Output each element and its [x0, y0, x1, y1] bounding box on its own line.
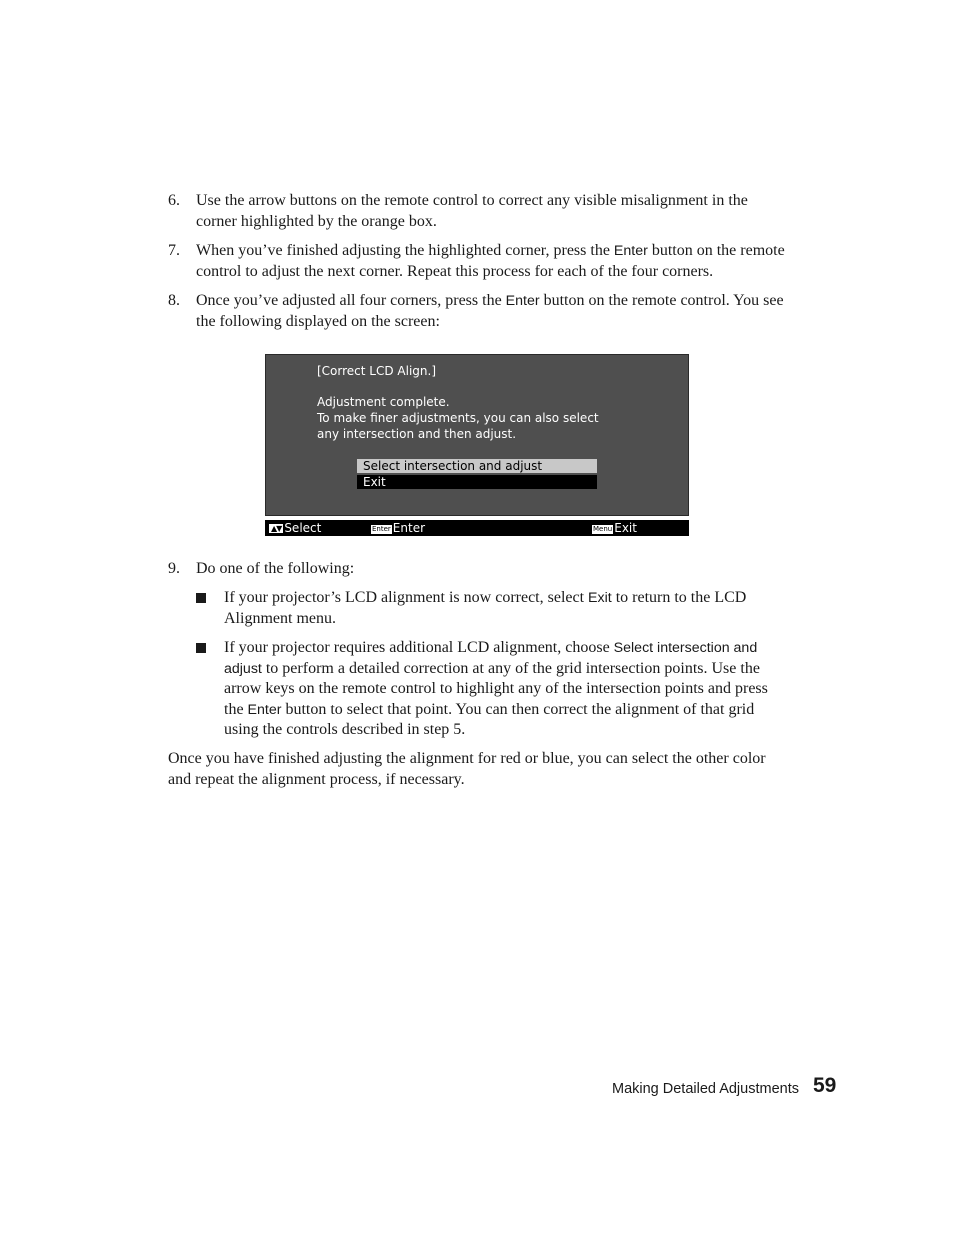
step-text: [196, 241, 788, 282]
step-number: 6.: [168, 192, 180, 209]
enter-hint: [371, 520, 425, 536]
step-number: 9.: [168, 560, 180, 577]
exit-option-ref: Exit: [588, 590, 612, 606]
up-down-arrows-icon: ▲▼: [271, 524, 282, 533]
bullet-text-part: button to select that point. You can then correct the alignment of that grid using the controls described in step 5.: [224, 700, 755, 738]
step-text: Do one of the following:: [196, 560, 355, 577]
closing-paragraph: Once you have finished adjusting the alignment for red or blue, you can select the other color and repeat the alignment process, if necessary.: [168, 750, 766, 788]
page-number: 59: [813, 1074, 837, 1097]
square-bullet-icon: [196, 593, 206, 603]
exit-hint-label: Exit: [614, 521, 637, 535]
step-text-part: Once you’ve adjusted all four corners, press the: [196, 292, 506, 309]
bullet-text-part: If your projector’s LCD alignment is now correct, select: [224, 589, 589, 606]
enter-button-ref: Enter: [247, 701, 282, 718]
select-hint: [269, 520, 321, 536]
bullet-text-part: to return to the LCD Alignment menu.: [224, 589, 747, 627]
bullet-text-part: to perform a detailed correction at any of the grid intersection points. Use the arrow keys on the remote control to highlight any of the intersection points and press the: [224, 659, 768, 718]
footer-section-title: Making Detailed Adjustments: [612, 1081, 799, 1097]
select-intersection-ref: Select intersection and adjust: [224, 640, 758, 677]
step-8: [168, 291, 788, 332]
bullet-text: [224, 638, 788, 741]
bullet-text-part: If your projector requires additional LCD alignment, choose: [224, 639, 614, 656]
step-7: [168, 241, 788, 282]
menu-key-icon: Menu: [593, 525, 613, 533]
enter-key-icon: Enter: [372, 525, 391, 533]
screen-message-line2: To make finer adjustments, you can also select: [317, 411, 599, 425]
correct-lcd-align-screen: [265, 354, 689, 516]
step-text-part: button on the remote control to adjust the next corner. Repeat this process for each of the four corners.: [196, 242, 785, 280]
screen-message-line1: Adjustment complete.: [317, 395, 450, 409]
bullet-item-exit: [196, 588, 788, 629]
enter-hint-label: Enter: [392, 521, 426, 535]
step-6: [168, 191, 788, 232]
bullet-text: [224, 588, 788, 629]
step-text-part: When you’ve finished adjusting the highlighted corner, press the: [196, 242, 614, 259]
exit-hint: [592, 520, 637, 536]
square-bullet-icon: [196, 643, 206, 653]
step-text-part: button on the remote control. You see the following displayed on the screen:: [196, 292, 784, 330]
step-9: [168, 559, 788, 580]
bullet-item-select-intersection: [196, 638, 788, 741]
enter-button-ref: Enter: [613, 243, 648, 259]
step-number: 8.: [168, 292, 180, 309]
exit-option[interactable]: Exit: [357, 475, 597, 489]
step-text: [196, 291, 788, 332]
screen-title: [Correct LCD Align.]: [317, 364, 437, 378]
step-number: 7.: [168, 242, 180, 259]
step-text: Use the arrow buttons on the remote control to correct any visible misalignment in the corner highlighted by the orange box.: [196, 192, 748, 230]
screen-help-bar: [265, 520, 689, 536]
select-intersection-option[interactable]: Select intersection and adjust: [357, 459, 597, 473]
enter-button-ref: Enter: [505, 293, 540, 309]
select-hint-label: Select: [284, 521, 322, 535]
screen-message-line3: any intersection and then adjust.: [317, 427, 517, 441]
